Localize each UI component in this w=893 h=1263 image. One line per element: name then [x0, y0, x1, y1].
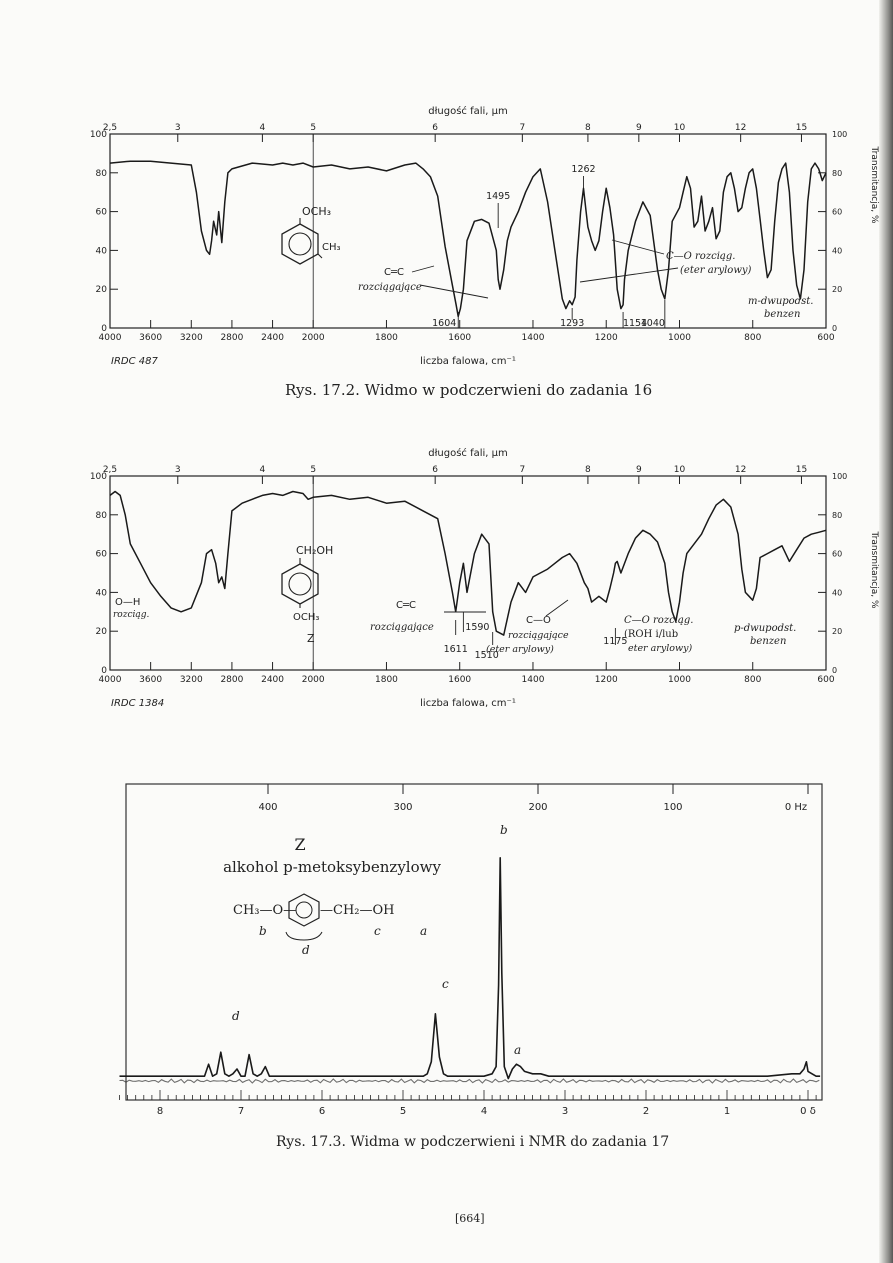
y-tick-label: 40	[95, 588, 107, 599]
nmr-title: Z	[294, 835, 306, 854]
ir1-co-label-2: (eter arylowy)	[680, 265, 752, 276]
x-tick-label: 4000	[98, 333, 122, 343]
nmr-peak-c-label: c	[442, 977, 449, 991]
nmr-spectrum	[0, 780, 893, 1140]
ir2-cc-label-2: rozciągające	[370, 622, 434, 633]
peak-label: 1293	[560, 318, 585, 329]
top-tick-label: 6	[432, 123, 439, 133]
ir2-top-label: długość fali, µm	[428, 448, 508, 459]
ir2-bottom-label: liczba falowa, cm⁻¹	[420, 698, 516, 709]
delta-tick-label: 5	[399, 1106, 407, 1117]
nmr-compound-name: alkohol p-metoksybenzylowy	[223, 858, 441, 876]
delta-tick-label: 1	[723, 1106, 731, 1117]
x-tick-label: 2000	[301, 333, 325, 343]
ir2-co-a-label-2: rozciągające	[508, 630, 569, 641]
nmr-label-c-formula: c	[374, 924, 381, 938]
top-tick-label: 4	[259, 123, 266, 133]
ir-spectrum-2	[0, 440, 893, 720]
y-tick-label: 20	[95, 627, 107, 638]
ir1-sub-och3: OCH₃	[302, 205, 332, 218]
ir2-para-label: p-dwupodst.	[734, 623, 797, 634]
x-tick-label: 4000	[98, 675, 122, 685]
x-tick-label: 2800	[220, 333, 244, 343]
x-tick-label: 2800	[220, 675, 244, 685]
spectrum-line	[110, 492, 826, 636]
nmr-baseline-noise	[120, 1079, 820, 1083]
x-tick-label: 1800	[375, 333, 398, 343]
ir2-co-b-label-2: (ROH i/lub	[624, 629, 679, 640]
y-tick-label: 40	[95, 246, 107, 257]
ir2-co-b-label: C—O rozciąg.	[624, 615, 694, 626]
x-tick-label: 1400	[521, 675, 545, 685]
top-tick-label: 7	[519, 123, 526, 133]
top-tick-label: 2,5	[102, 123, 118, 133]
top-tick-label: 6	[432, 465, 439, 475]
right-tick-label: 40	[832, 246, 843, 256]
ir1-cc-label: C═C	[384, 267, 404, 278]
top-tick-label: 10	[673, 465, 686, 475]
y-tick-label: 0	[101, 324, 107, 334]
hz-tick-label: 400	[258, 802, 278, 813]
right-tick-label: 100	[832, 472, 848, 481]
ir1-bottom-label: liczba falowa, cm⁻¹	[420, 356, 516, 367]
top-tick-label: 12	[734, 123, 747, 133]
top-tick-label: 15	[795, 465, 808, 475]
nmr-spectrum-line	[120, 858, 821, 1079]
hz-tick-label: 0 Hz	[784, 802, 808, 813]
peak-label: 1262	[571, 164, 596, 175]
y-tick-label: 60	[95, 549, 107, 560]
x-tick-label: 1400	[521, 333, 545, 343]
ir1-meta-label-2: benzen	[764, 309, 801, 320]
ir2-oh-label-2: rozciąg.	[113, 610, 150, 620]
ir2-oh-label: O—H	[115, 597, 141, 608]
nmr-marks	[120, 858, 821, 1083]
ir2-right-label: Transmitancja, %	[869, 531, 879, 609]
ir1-ticks	[90, 123, 847, 343]
nmr-peak-d-label: d	[232, 1009, 240, 1023]
nmr-caption: Rys. 17.3. Widma w podczerwieni i NMR do zadania 17	[276, 1134, 670, 1150]
ir2-cc-label: C═C	[396, 600, 416, 611]
right-tick-label: 0	[832, 666, 838, 675]
peak-label: 1175	[603, 636, 628, 647]
ir2-marks	[110, 492, 826, 662]
peak-label: 1510	[474, 650, 499, 661]
ir1-co-label: C—O rozciąg.	[666, 251, 736, 262]
top-tick-label: 12	[734, 465, 747, 475]
top-tick-label: 3	[174, 123, 181, 133]
y-tick-label: 20	[95, 285, 107, 296]
top-tick-label: 8	[585, 123, 591, 133]
x-tick-label: 1200	[594, 675, 618, 685]
y-tick-label: 0	[101, 666, 107, 676]
ir1-caption: Rys. 17.2. Widmo w podczerwieni do zadania 16	[285, 381, 653, 399]
x-tick-label: 3200	[179, 333, 203, 343]
ir1-marks	[110, 161, 826, 329]
nmr-peak-a-label: a	[514, 1043, 522, 1057]
hz-tick-label: 300	[393, 802, 413, 813]
x-tick-label: 1600	[448, 333, 472, 343]
peak-label: 1611	[443, 644, 468, 655]
ir1-meta-label: m-dwupodst.	[748, 296, 814, 307]
ir2-co-a-label: C—O	[526, 615, 551, 626]
peak-label: 1604	[432, 318, 457, 329]
page-number: [664]	[455, 1212, 485, 1225]
ir1-source: IRDC 487	[111, 356, 158, 367]
x-tick-label: 2400	[261, 675, 285, 685]
top-tick-label: 4	[259, 465, 266, 475]
ir2-benzene-structure	[282, 558, 318, 608]
x-tick-label: 1000	[668, 675, 691, 685]
x-tick-label: 2000	[301, 675, 325, 685]
ir2-para-label-2: benzen	[750, 636, 787, 647]
top-tick-label: 9	[635, 123, 642, 133]
right-tick-label: 100	[832, 130, 848, 139]
x-tick-label: 600	[817, 675, 835, 685]
ir1-right-label: Transmitancja, %	[869, 146, 879, 224]
top-tick-label: 10	[673, 123, 686, 133]
nmr-formula-right: —CH₂—OH	[320, 903, 395, 918]
nmr-formula-left: CH₃—O—	[233, 903, 297, 918]
delta-tick-label: 7	[237, 1106, 245, 1117]
top-tick-label: 3	[174, 465, 181, 475]
ir1-top-label: długość fali, µm	[428, 106, 508, 117]
x-tick-label: 3200	[179, 675, 203, 685]
hz-tick-label: 100	[663, 802, 683, 813]
ir2-co-b-label-3: eter arylowy)	[628, 643, 693, 654]
y-tick-label: 80	[95, 168, 107, 179]
ir-spectrum-1	[0, 0, 893, 400]
y-tick-label: 100	[89, 472, 107, 482]
top-tick-label: 7	[519, 465, 526, 475]
top-tick-label: 9	[635, 465, 642, 475]
right-tick-label: 80	[832, 168, 843, 178]
x-tick-label: 1000	[668, 333, 691, 343]
nmr-label-a-formula: a	[420, 924, 428, 938]
nmr-label-b-formula: b	[259, 924, 267, 938]
delta-tick-label: 2	[642, 1106, 650, 1117]
ir1-sub-ch3: CH₃	[322, 242, 341, 253]
ir2-sub-ch2oh: CH₂OH	[296, 544, 334, 557]
top-tick-label: 5	[310, 465, 317, 475]
x-tick-label: 800	[744, 333, 762, 343]
x-tick-label: 600	[817, 333, 835, 343]
delta-tick-label: 6	[318, 1106, 326, 1117]
delta-tick-label: 0 δ	[800, 1106, 816, 1117]
x-tick-label: 2400	[261, 333, 285, 343]
ir2-compound-z: Z	[307, 632, 315, 645]
right-tick-label: 20	[832, 627, 843, 637]
right-tick-label: 20	[832, 285, 843, 295]
nmr-frame	[126, 784, 822, 1100]
nmr-peak-b-label: b	[500, 823, 508, 837]
top-tick-label: 8	[585, 465, 591, 475]
delta-tick-label: 8	[156, 1106, 164, 1117]
ir1-cc-label-2: rozciągające	[358, 282, 422, 293]
ir2-co-a-label-3: (eter arylowy)	[486, 644, 554, 655]
ir1-benzene-structure	[282, 218, 322, 264]
top-tick-label: 15	[795, 123, 808, 133]
peak-label: 1040	[640, 318, 665, 329]
ir2-source: IRDC 1384	[111, 698, 165, 709]
peak-label: 1154	[622, 318, 648, 329]
nmr-brace	[286, 932, 322, 940]
top-tick-label: 2,5	[102, 465, 118, 475]
ir2-sub-och3: OCH₃	[293, 612, 320, 623]
peak-label: 1495	[486, 191, 511, 202]
right-tick-label: 60	[832, 207, 843, 217]
hz-tick-label: 200	[528, 802, 548, 813]
x-tick-label: 1800	[375, 675, 398, 685]
delta-tick-label: 3	[561, 1106, 569, 1117]
x-tick-label: 800	[744, 675, 762, 685]
y-tick-label: 80	[95, 510, 107, 521]
x-tick-label: 1200	[594, 333, 618, 343]
right-tick-label: 0	[832, 324, 838, 333]
x-tick-label: 1600	[448, 675, 472, 685]
spectrum-line	[110, 161, 826, 316]
right-tick-label: 60	[832, 549, 843, 559]
delta-tick-label: 4	[480, 1106, 488, 1117]
nmr-label-d-formula: d	[302, 943, 310, 957]
right-tick-label: 40	[832, 588, 843, 598]
peak-label: 1590	[465, 622, 490, 633]
y-tick-label: 60	[95, 207, 107, 218]
x-tick-label: 3600	[139, 333, 163, 343]
right-tick-label: 80	[832, 510, 843, 520]
x-tick-label: 3600	[139, 675, 163, 685]
top-tick-label: 5	[310, 123, 317, 133]
y-tick-label: 100	[89, 130, 107, 140]
